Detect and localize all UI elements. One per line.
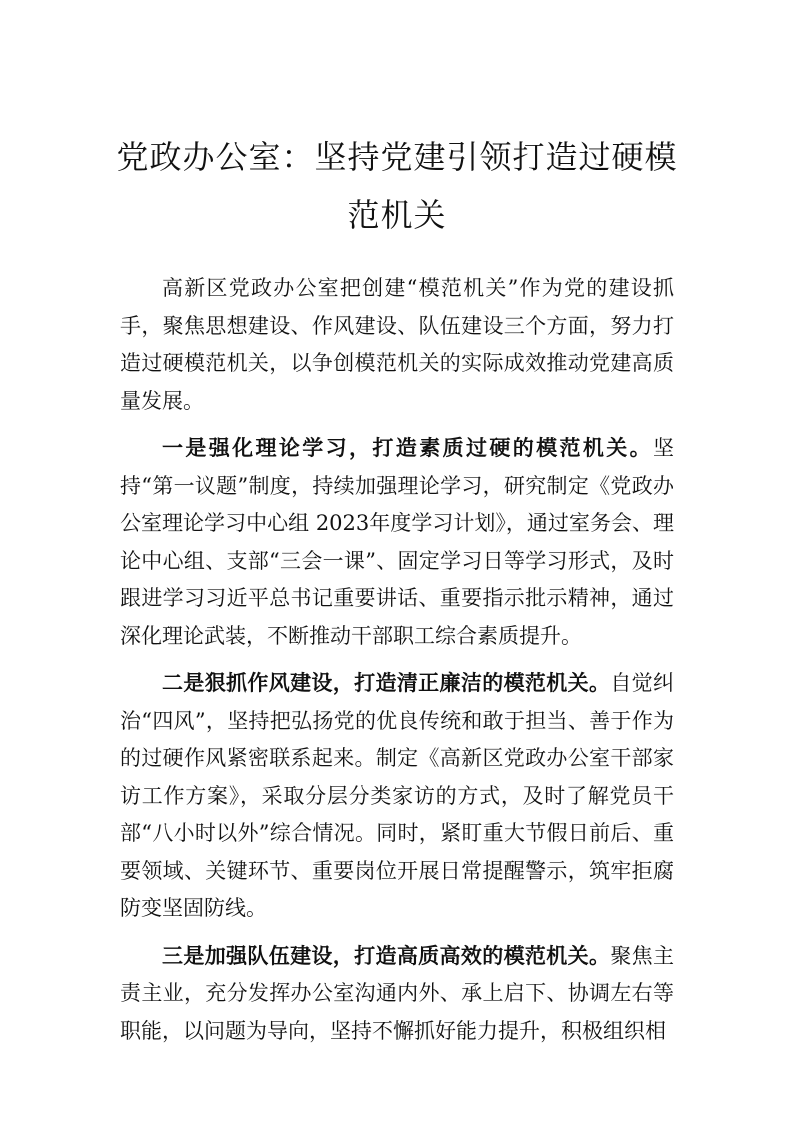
document-body [120,270,674,1060]
document-title: 党政办公室：坚持党建引领打造过硬模范机关 [116,138,678,234]
paragraph-text: 聚焦主责主业，充分发挥办公室沟通内外、承上启下、协调左右等职能，以问题为导向，坚持不懈抓好能力提升，积极组织相 [120,943,675,1043]
paragraph-work-style [120,665,674,928]
paragraph-lead: 三是加强队伍建设，打造高质高效的模范机关。 [162,943,611,968]
paragraph-text: 自觉纠治“四风”，坚持把弘扬党的优良传统和敢于担当、善于作为的过硬作风紧密联系起来。制定《高新区党政办公室干部家访工作方案》，采取分层分类家访的方式，及时了解党员干部“八小时以外”综合情况。同时，紧盯重大节假日前后、重要领域、关键环节、重要岗位开展日常提醒警示，筑牢拒腐防变坚固防线。 [120,671,675,920]
paragraph-team-building [120,938,674,1051]
paragraph-text: 高新区党政办公室把创建“模范机关”作为党的建设抓手，聚焦思想建设、作风建设、队伍建设三个方面，努力打造过硬模范机关，以争创模范机关的实际成效推动党建高质量发展。 [120,276,674,413]
paragraph-theory-study [120,430,674,655]
paragraph-intro [120,270,674,420]
paragraph-lead: 二是狠抓作风建设，打造清正廉洁的模范机关。 [162,671,611,695]
paragraph-text: 坚持“第一议题”制度，持续加强理论学习，研究制定《党政办公室理论学习中心组 2023年度学习计划》，通过室务会、理论中心组、支部“三会一课”、固定学习日等学习形式，及时跟进学习习近平总书记重要讲话、重要指示批示精神，通过深化理论武装，不断推动干部职工综合素质提升。 [120,436,674,648]
paragraph-lead: 一是强化理论学习，打造素质过硬的模范机关。 [162,436,653,460]
